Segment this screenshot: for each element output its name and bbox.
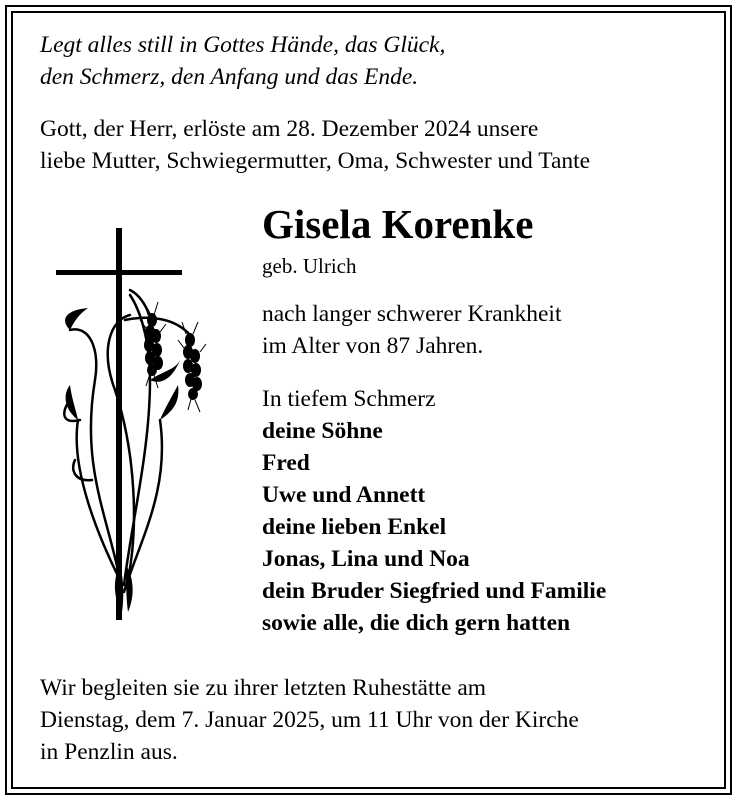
intro-text (40, 113, 590, 177)
funeral-notice (40, 672, 579, 768)
mourner-line: Fred (262, 450, 310, 476)
deceased-name: Gisela Korenke (262, 201, 534, 247)
intro-line: liebe Mutter, Schwiegermutter, Oma, Schwester und Tante (40, 148, 591, 174)
illness-text (262, 298, 561, 362)
mourner-line: Jonas, Lina und Noa (262, 546, 470, 572)
wheat-ear-left (144, 313, 163, 376)
mourner-line: sowie alle, die dich gern hatten (262, 610, 571, 636)
motto-verse (40, 29, 445, 93)
intro-line: Gott, der Herr, erlöste am 28. Dezember 2024 unsere (40, 116, 539, 142)
mourner-line: deine Söhne (262, 418, 383, 444)
wheat-ear-right (183, 333, 202, 400)
mourner-line: Uwe und Annett (262, 482, 426, 508)
mourner-line: dein Bruder Siegfried und Familie (262, 578, 607, 604)
maiden-name: geb. Ulrich (262, 254, 357, 278)
cross-with-wheat-icon (40, 220, 220, 630)
motto-line: Legt alles still in Gottes Hände, das Glück, (40, 32, 446, 58)
funeral-line: Dienstag, dem 7. Januar 2025, um 11 Uhr von der Kirche (40, 707, 579, 733)
illness-line: nach langer schwerer Krankheit (262, 301, 562, 327)
funeral-line: in Penzlin aus. (40, 739, 178, 765)
illness-line: im Alter von 87 Jahren. (262, 333, 484, 359)
mourner-line: deine lieben Enkel (262, 514, 447, 540)
cross-beam-horizontal (56, 270, 182, 275)
funeral-line: Wir begleiten sie zu ihrer letzten Ruhestätte am (40, 675, 487, 701)
motto-line: den Schmerz, den Anfang und das Ende. (40, 64, 419, 90)
grief-heading: In tiefem Schmerz (262, 386, 436, 412)
mourners-block (262, 383, 606, 639)
